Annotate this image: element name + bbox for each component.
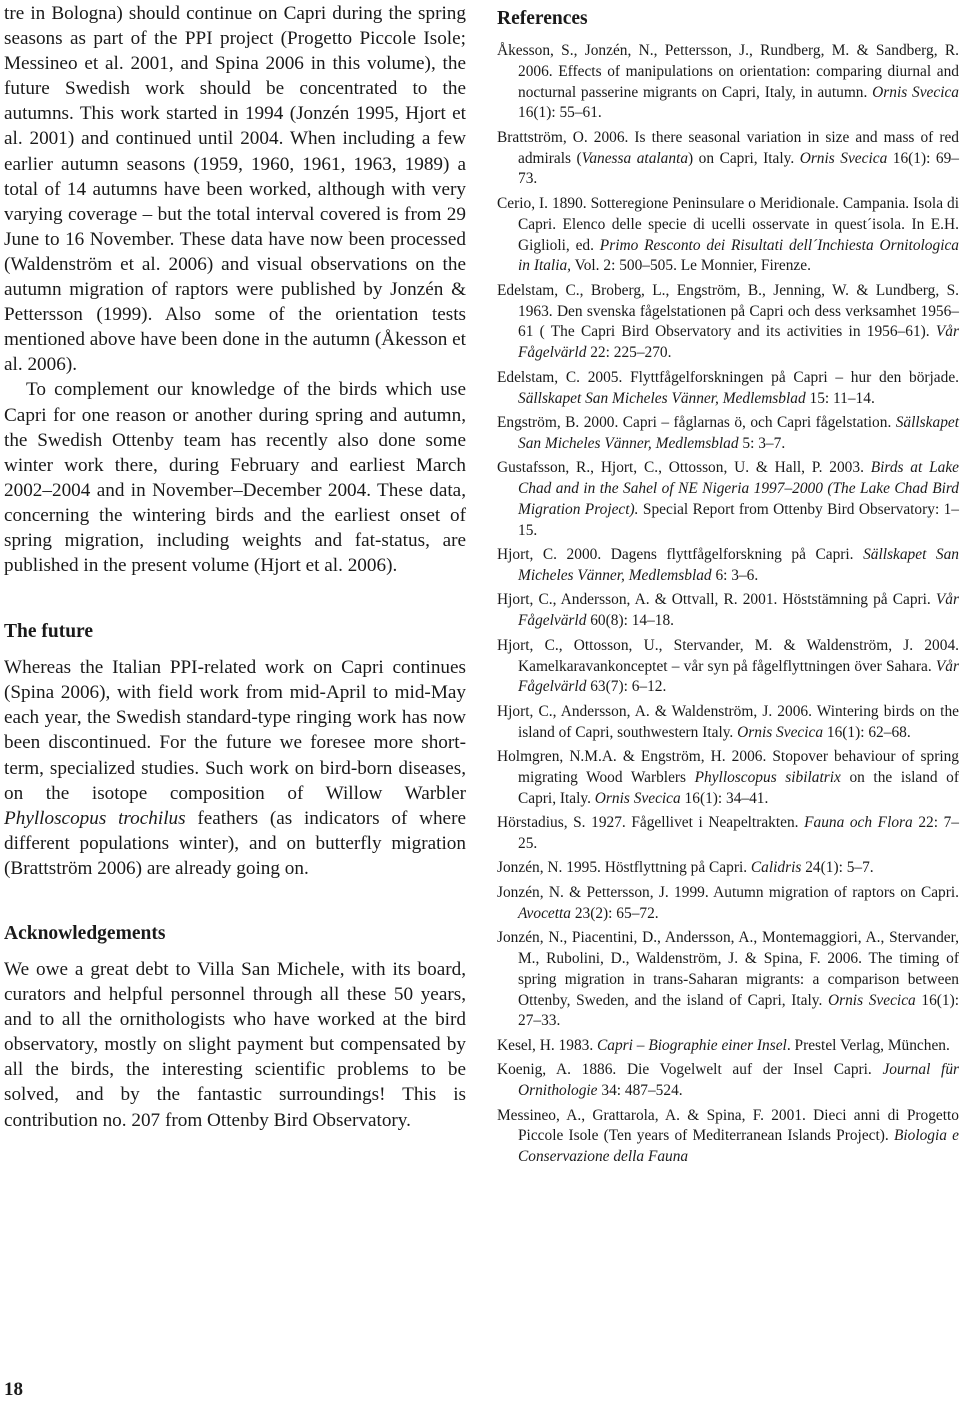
italic-text: Journal für Ornithologie [518, 1061, 960, 1100]
reference-item: Gustafsson, R., Hjort, C., Ottosson, U. & Hall, P. 2003. Birds at Lake Chad and in the Sahel of NE Nigeria 1997–2000 (The Lake Chad Bird Migration Project). Special Report from Ottenby Bird Observatory: 1–15. [497, 459, 960, 539]
italic-text: Birds at Lake Chad and in the Sahel of NE Nigeria 1997–2000 (The Lake Chad Bird Migration Project). [518, 459, 959, 518]
italic-text: Fauna och Flora [804, 814, 913, 832]
italic-text: Phylloscopus trochilus [4, 807, 186, 829]
reference-item: Hörstadius, S. 1927. Fågellivet i Neapeltrakten. Fauna och Flora 22: 7–25. [497, 814, 959, 852]
heading-acknowledgements: Acknowledgements [4, 923, 166, 944]
reference-item: Engström, B. 2000. Capri – fåglarnas ö, och Capri fågelstation. Sällskapet San Micheles Vänner, Medlemsblad 5: 3–7. [497, 413, 959, 452]
reference-item: Hjort, C. 2000. Dagens flyttfågelforskning på Capri. Sällskapet San Micheles Vänner, Medlemsblad 6: 3–6. [497, 546, 959, 584]
italic-text: Vår Fågelvärld [518, 323, 959, 362]
reference-item: Koenig, A. 1886. Die Vogelwelt auf der Insel Capri. Journal für Ornithologie 34: 487–524. [497, 1061, 960, 1100]
italic-text: Primo Resconto dei Risultati dell´Inchiesta Ornitologica in Italia, [518, 236, 959, 275]
reference-item: Hjort, C., Andersson, A. & Waldenström, J. 2006. Wintering birds on the island of Capri, southwestern Italy. Ornis Svecica 16(1): 62–68. [497, 702, 959, 741]
heading-references: References [497, 8, 588, 29]
reference-item: Holmgren, N.M.A. & Engström, H. 2006. Stopover behaviour of spring migrating Wood Warblers Phylloscopus sibilatrix on the island of Capri, Italy. Ornis Svecica 16(1): 34–41. [497, 748, 960, 807]
italic-text: Ornis Svecica [799, 149, 888, 167]
italic-text: Calidris [750, 859, 802, 877]
italic-text: Phylloscopus sibilatrix [694, 768, 841, 786]
italic-text: Vår Fågelvärld [518, 657, 959, 696]
italic-text: Vår Fågelvärld [518, 591, 959, 630]
reference-item: Messineo, A., Grattarola, A. & Spina, F. 2001. Dieci anni di Progetto Piccole Isole (Ten years of Mediterranean Islands Project). Biologia e Conservazione della Fauna [497, 1106, 959, 1166]
italic-text: Sällskapet San Micheles Vänner, Medlemsblad [518, 546, 959, 584]
italic-text: Ornis Svecica [872, 83, 959, 101]
italic-text: Ornis Svecica [737, 723, 824, 741]
reference-list [497, 41, 959, 1168]
italic-text: Vanessa atalanta [581, 149, 689, 167]
italic-text: Capri – Biographie einer Insel [597, 1036, 787, 1054]
paragraph-future: Whereas the Italian PPI-related work on Capri continues (Spina 2006), with field work from mid-April to mid-May each year, the Swedish standard-type ringing work has now been discontinued. For the future we foresee more short-term, specialized studies. Such work on bird-born diseases, on the isotope composition of Willow Warbler Phylloscopus trochilus feathers (as indicators of where different populations winter), and on butterfly migration (Brattström 2006) are already going on. [4, 657, 466, 879]
reference-item: Jonzén, N. & Pettersson, J. 1999. Autumn migration of raptors on Capri. Avocetta 23(2): 65–72. [497, 883, 959, 922]
italic-text: Avocetta [518, 904, 571, 922]
paragraph-intro: tre in Bologna) should continue on Capri during the spring seasons as part of the PPI project (Progetto Piccole Isole; Messineo et al. 2001, and Spina 2006 in this volume), the future Swedish work should be concentrated to the autumns. This work started in 1994 (Jonzén 1995, Hjort et al. 2001) and continued until 2004. When including a few earlier autumn seasons (1959, 1960, 1961, 1963, 1989) a total of 14 autumns have been worked, although with very varying coverage – but the total interval covered is from 29 June to 16 November. These data have now been processed (Waldenström et al. 2006) and visual observations on the autumn migration of raptors were published by Jonzén & Pettersson (1999). Also some of the orientation tests mentioned above have been done in the autumn (Åkesson et al. 2006). [4, 3, 466, 376]
reference-item: Edelstam, C., Broberg, L., Engström, B., Jenning, W. & Lundberg, S. 1963. Den svenska fågelstationen på Capri och dess verksamhet 1956–61 ( The Capri Bird Observatory and its activities in 1956–61). Vår Fågelvärld 22: 225–270. [497, 281, 959, 362]
heading-future: The future [4, 621, 94, 643]
paragraph-acknowledgements: We owe a great debt to Villa San Michele, with its board, curators and helpful personnel through all these 50 years, and to all the ornithologists who have worked at the bird observatory, mostly on slight payment but compensated by all the birds, the interesting scientific problems to be solved, and by the fantastic surroundings! This is contribution no. 207 from Ottenby Bird Observatory. [4, 959, 466, 1131]
right-column [497, 0, 959, 1172]
reference-item: Jonzén, N., Piacentini, D., Andersson, A., Montemaggiori, A., Stervander, M., Rubolini, D., Waldenström, J. & Spina, F. 2006. The timing of spring migration in trans-Saharan migrants: a comparison between Ottenby, Sweden, and the island of Capri, Italy. Ornis Svecica 16(1): 27–33. [497, 929, 959, 1030]
italic-text: Ornis Svecica [594, 789, 681, 807]
reference-item: Kesel, H. 1983. Capri – Biographie einer Insel. Prestel Verlag, München. [497, 1036, 950, 1054]
italic-text: Biologia e Conservazione della Fauna [518, 1127, 959, 1166]
italic-text: Sällskapet San Micheles Vänner, Medlemsblad [518, 413, 959, 452]
reference-item: Hjort, C., Andersson, A. & Ottvall, R. 2001. Höststämning på Capri. Vår Fågelvärld 60(8): 14–18. [497, 591, 959, 630]
left-column [4, 0, 466, 1133]
italic-text: Ornis Svecica [828, 991, 916, 1009]
paragraph-winter: To complement our knowledge of the birds which use Capri for one reason or another during spring and autumn, the Swedish Ottenby team has recently also done some winter work there, during February and earliest March 2002–2004 and in November–December 2004. These data, concerning the wintering birds and the earliest onset of spring migration, including weights and fat-status, are published in the present volume (Hjort et al. 2006). [4, 379, 466, 577]
reference-item: Åkesson, S., Jonzén, N., Pettersson, J., Rundberg, M. & Sandberg, R. 2006. Effects of manipulations on orientation: comparing diurnal and nocturnal passerine migrants on Capri, Italy, in autumn. Ornis Svecica 16(1): 55–61. [497, 42, 959, 122]
italic-text: Sällskapet San Micheles Vänner, Medlemsblad [518, 389, 806, 407]
reference-item: Brattström, O. 2006. Is there seasonal variation in size and mass of red admirals (Vanessa atalanta) on Capri, Italy. Ornis Svecica 16(1): 69–73. [497, 128, 960, 188]
reference-item: Hjort, C., Ottosson, U., Stervander, M. & Waldenström, J. 2004. Kamelkaravankonceptet – vår syn på fågelflyttningen över Sahara. Vår Fågelvärld 63(7): 6–12. [497, 636, 959, 696]
reference-item: Jonzén, N. 1995. Höstflyttning på Capri. Calidris 24(1): 5–7. [497, 859, 874, 877]
reference-item: Edelstam, C. 2005. Flyttfågelforskningen på Capri – hur den började. Sällskapet San Micheles Vänner, Medlemsblad 15: 11–14. [497, 368, 959, 407]
page-number: 18 [4, 1379, 23, 1400]
reference-item: Cerio, I. 1890. Sotteregione Peninsulare o Meridionale. Campania. Isola di Capri. Elenco delle specie di ucelli osservate in quest´isola. In E.H. Giglioli, ed. Primo Resconto dei Risultati dell´Inchiesta Ornitologica in Italia, Vol. 2: 500–505. Le Monnier, Firenze. [497, 194, 959, 275]
